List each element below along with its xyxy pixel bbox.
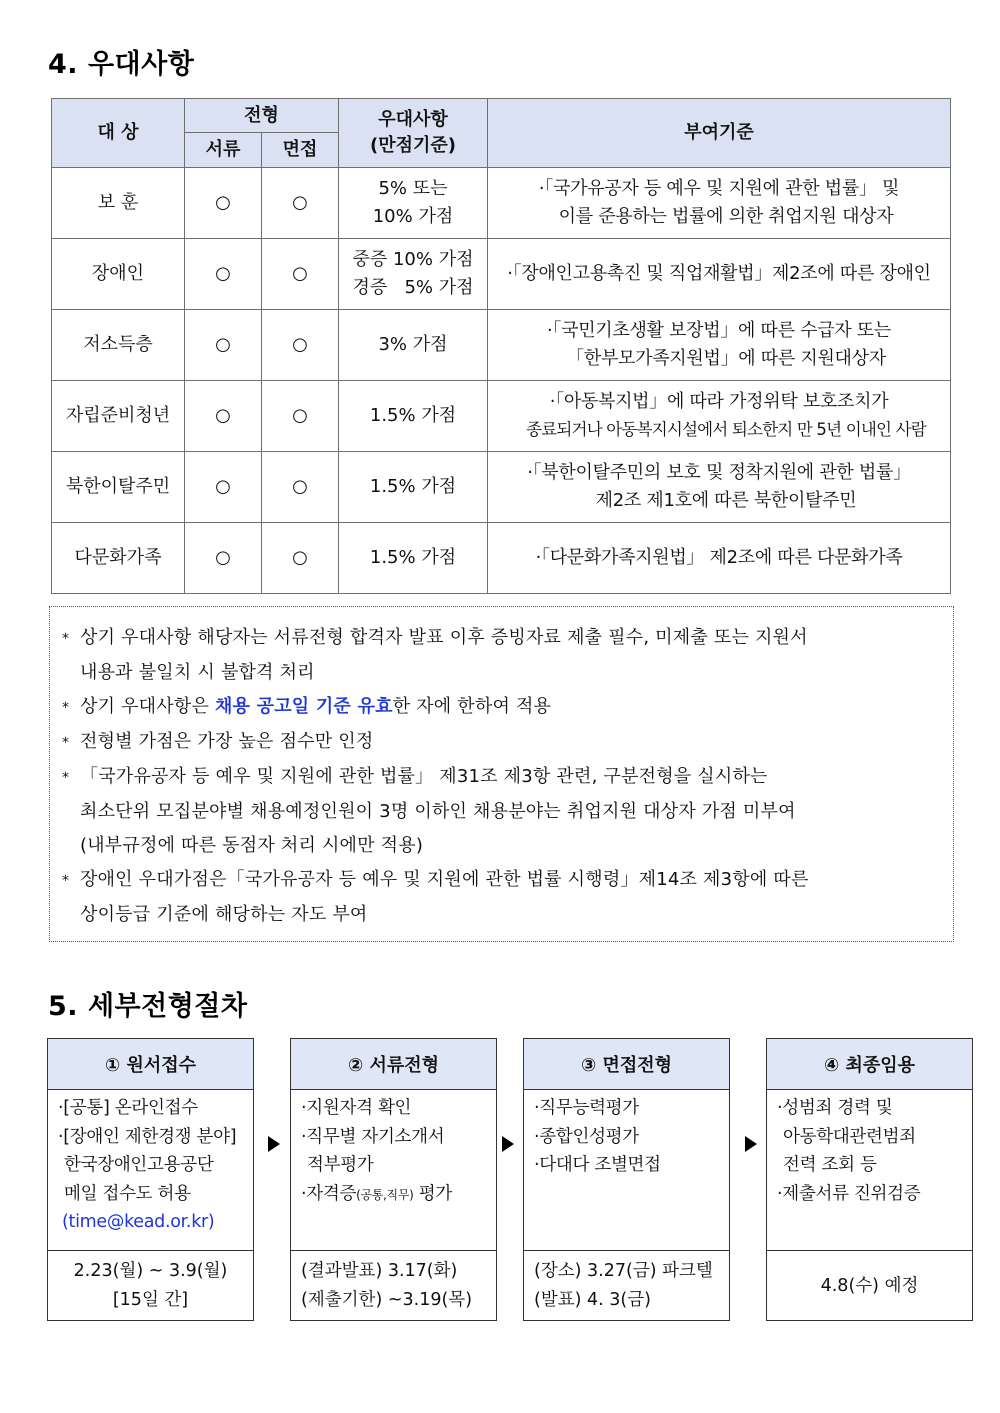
cell-interview: ○ (262, 523, 339, 594)
cell-doc: ○ (185, 239, 262, 310)
step-body-line: 한국장애인고용공단 (64, 1155, 214, 1175)
step-body-line: ·직무별 자기소개서 (301, 1126, 445, 1147)
cell-doc: ○ (185, 381, 262, 452)
cell-criteria (488, 452, 951, 523)
note-text: 최소단위 모집분야별 채용예정인원이 3명 이하인 채용분야는 취업지원 대상자 가점 미부여 (80, 801, 796, 822)
step-body (291, 1090, 496, 1251)
section-title-procedure: 5. 세부전형절차 (48, 991, 248, 1022)
note-text: 전형별 가점은 가장 높은 점수만 인정 (80, 731, 374, 752)
table-row (52, 523, 951, 594)
criteria-line: ·「국가유공자 등 예우 및 지원에 관한 법률」 및 (538, 178, 900, 199)
asterisk-icon: * (62, 770, 70, 786)
cell-doc: ○ (185, 523, 262, 594)
step-body-text: ·자격증 (301, 1183, 357, 1204)
header-target: 대 상 (52, 99, 185, 168)
step-application (47, 1038, 254, 1321)
step-footer-line: (장소) 3.27(금) 파크텔 (534, 1261, 713, 1281)
table-row (52, 168, 951, 239)
preference-table (51, 98, 951, 594)
step-footer-line: (결과발표) 3.17(화) (301, 1261, 458, 1281)
step-body (767, 1090, 972, 1251)
note-text: (내부규정에 따른 동점자 처리 시에만 적용) (80, 835, 424, 856)
cell-target: 북한이탈주민 (52, 452, 185, 523)
note-text: 한 자에 한하여 적용 (392, 696, 552, 717)
table-row (52, 452, 951, 523)
step-footer-line: 2.23(월) ~ 3.9(월) (73, 1261, 228, 1281)
criteria-line: 종료되거나 아동복지시설에서 퇴소한지 만 5년 이내인 사람 (526, 420, 926, 439)
criteria-line: 이를 준용하는 법률에 의한 취업지원 대상자 (558, 206, 894, 227)
step-title: ② 서류전형 (291, 1039, 496, 1090)
step-title: ① 원서접수 (48, 1039, 253, 1090)
step-title: ③ 면접전형 (524, 1039, 729, 1090)
step-interview (523, 1038, 730, 1321)
note-highlight: 채용 공고일 기준 유효 (214, 696, 393, 717)
bonus-line: 10% 가점 (372, 206, 454, 227)
criteria-line: 「한부모가족지원법」에 따른 지원대상자 (566, 348, 886, 369)
cell-bonus (339, 310, 488, 381)
cell-interview: ○ (262, 239, 339, 310)
header-bonus-line2: (만점기준) (369, 135, 456, 156)
cell-target: 보 훈 (52, 168, 185, 239)
bonus-line: 중증 10% 가점 (352, 249, 474, 270)
note-item (62, 690, 943, 725)
criteria-line: ·「국민기초생활 보장법」에 따른 수급자 또는 (546, 320, 891, 341)
criteria-line: 제2조 제1호에 따른 북한이탈주민 (595, 490, 857, 511)
bonus-line: 1.5% 가점 (369, 547, 457, 568)
table-row (52, 381, 951, 452)
note-item (62, 621, 943, 690)
step-footer (767, 1251, 972, 1321)
step-document-screening (290, 1038, 497, 1321)
header-stage: 전형 (185, 99, 339, 133)
bonus-line: 경증 5% 가점 (352, 277, 474, 298)
cell-bonus (339, 381, 488, 452)
step-footer-line: [15일 간] (112, 1290, 189, 1310)
section-title-preferences: 4. 우대사항 (48, 49, 195, 80)
cell-interview: ○ (262, 452, 339, 523)
criteria-line: ·「아동복지법」에 따라 가정위탁 보호조치가 (549, 391, 889, 412)
note-text: 상이등급 기준에 해당하는 자도 부여 (80, 904, 368, 925)
step-body-line: 전력 조회 등 (783, 1155, 877, 1175)
notes-box (49, 606, 954, 942)
cell-bonus (339, 168, 488, 239)
step-title: ④ 최종임용 (767, 1039, 972, 1090)
cell-doc: ○ (185, 168, 262, 239)
note-text: 상기 우대사항 해당자는 서류전형 합격자 발표 이후 증빙자료 제출 필수, 미제출 또는 지원서 (80, 627, 808, 648)
step-body (524, 1090, 729, 1251)
step-body-line: ·종합인성평가 (534, 1126, 639, 1147)
header-doc: 서류 (185, 133, 262, 168)
email-link[interactable]: (time@kead.or.kr) (62, 1212, 215, 1232)
criteria-line: ·「북한이탈주민의 보호 및 정착지원에 관한 법률」 (527, 462, 911, 483)
step-body-line: ·지원자격 확인 (301, 1098, 412, 1118)
cell-bonus (339, 239, 488, 310)
cell-criteria (488, 168, 951, 239)
criteria-line: ·「장애인고용촉진 및 직업재활법」제2조에 따른 장애인 (507, 263, 931, 284)
cell-criteria (488, 523, 951, 594)
header-bonus (339, 99, 488, 168)
note-text: 장애인 우대가점은「국가유공자 등 예우 및 지원에 관한 법률 시행령」제14조 제3항에 따른 (80, 869, 809, 890)
cell-criteria (488, 381, 951, 452)
step-body-line: ·제출서류 진위검증 (777, 1183, 921, 1204)
cell-doc: ○ (185, 452, 262, 523)
step-footer (291, 1251, 496, 1321)
step-body (48, 1090, 253, 1251)
arrow-right-icon (745, 1136, 757, 1152)
bonus-line: 3% 가점 (378, 334, 448, 355)
step-final-appointment (766, 1038, 973, 1321)
step-footer (48, 1251, 253, 1321)
step-body-line: ·[공통] 온라인접수 (58, 1098, 198, 1118)
note-text: 내용과 불일치 시 불합격 처리 (80, 662, 315, 683)
asterisk-icon: * (62, 631, 70, 647)
cell-bonus (339, 523, 488, 594)
header-interview: 면접 (262, 133, 339, 168)
bonus-line: 5% 또는 (378, 178, 448, 199)
header-bonus-line1: 우대사항 (378, 109, 448, 130)
cell-target: 자립준비청년 (52, 381, 185, 452)
bonus-line: 1.5% 가점 (369, 476, 457, 497)
cell-target: 장애인 (52, 239, 185, 310)
cell-bonus (339, 452, 488, 523)
step-body-line: ·다대다 조별면접 (534, 1155, 661, 1175)
step-footer-line: 4.8(수) 예정 (820, 1275, 919, 1296)
asterisk-icon: * (62, 873, 70, 889)
step-footer-line: (제출기한) ~3.19(목) (301, 1290, 473, 1310)
cell-criteria (488, 310, 951, 381)
step-body-line (301, 1180, 496, 1210)
step-body-line: ·직무능력평가 (534, 1098, 639, 1118)
note-item (62, 725, 943, 760)
arrow-right-icon (502, 1136, 514, 1152)
cell-doc: ○ (185, 310, 262, 381)
step-body-text: 평가 (413, 1183, 453, 1204)
table-row (52, 310, 951, 381)
cell-target: 저소득층 (52, 310, 185, 381)
cell-criteria (488, 239, 951, 310)
step-body-small: (공통,직무) (356, 1187, 414, 1202)
step-body-line: 아동학대관련범죄 (783, 1126, 916, 1147)
note-item (62, 760, 943, 863)
note-text: 상기 우대사항은 (80, 696, 215, 717)
step-body-line: ·성범죄 경력 및 (777, 1098, 893, 1118)
cell-interview: ○ (262, 168, 339, 239)
step-body-line: ·[장애인 제한경쟁 분야] (58, 1126, 237, 1147)
asterisk-icon: * (62, 735, 70, 751)
table-row (52, 239, 951, 310)
cell-interview: ○ (262, 381, 339, 452)
step-footer (524, 1251, 729, 1321)
asterisk-icon: * (62, 700, 70, 716)
criteria-line: ·「다문화가족지원법」 제2조에 따른 다문화가족 (535, 547, 903, 568)
bonus-line: 1.5% 가점 (369, 405, 457, 426)
step-footer-line: (발표) 4. 3(금) (534, 1290, 651, 1310)
note-item (62, 863, 943, 932)
arrow-right-icon (268, 1136, 280, 1152)
step-body-line: 메일 접수도 허용 (64, 1183, 191, 1204)
note-text: 「국가유공자 등 예우 및 지원에 관한 법률」 제31조 제3항 관련, 구분전형을 실시하는 (80, 766, 768, 787)
cell-interview: ○ (262, 310, 339, 381)
header-criteria: 부여기준 (488, 99, 951, 168)
step-body-line: 적부평가 (307, 1155, 374, 1175)
cell-target: 다문화가족 (52, 523, 185, 594)
